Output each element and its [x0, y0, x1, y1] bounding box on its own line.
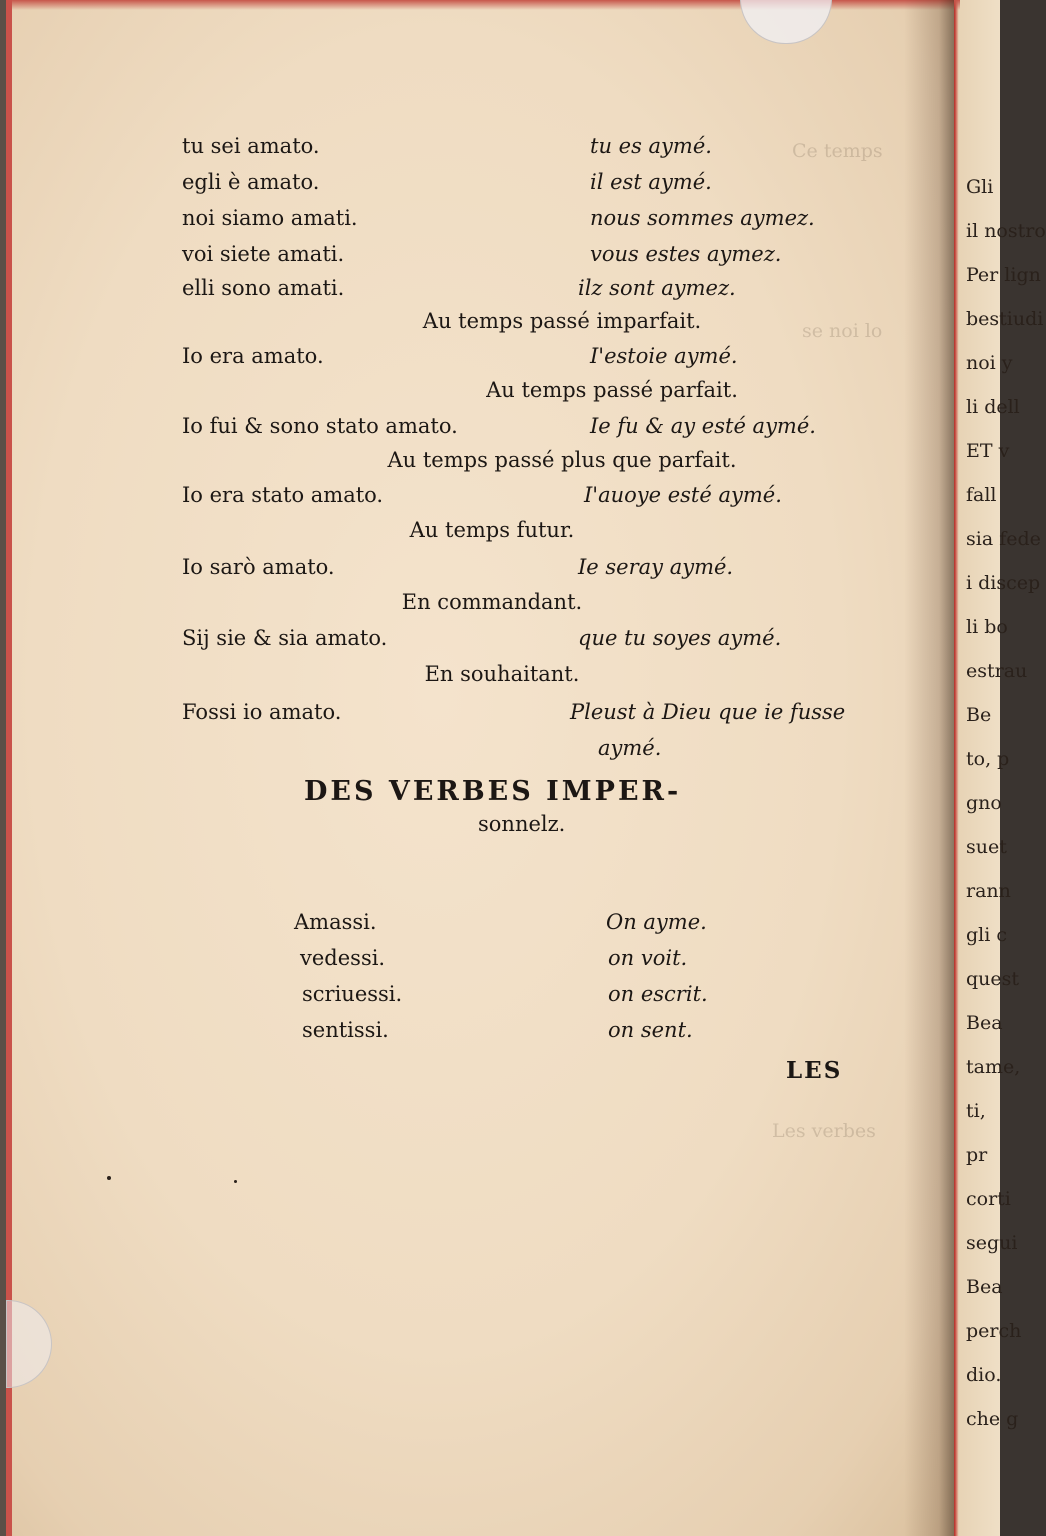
catchword: LES	[786, 1057, 843, 1084]
italian-form: noi siamo amati.	[182, 206, 358, 230]
gutter-shadow	[904, 0, 954, 1536]
facing-page-fragment: Be	[966, 704, 992, 726]
tense-heading: En souhaitant.	[424, 662, 580, 686]
french-form: nous sommes aymez.	[590, 206, 815, 230]
facing-page-fragment: estrau	[966, 660, 1028, 682]
tense-heading: Au temps futur.	[409, 518, 575, 542]
french-form: on voit.	[608, 946, 688, 970]
show-through-text: Les verbes	[772, 1120, 876, 1142]
facing-page-fragment: li bo	[966, 616, 1008, 638]
italian-form: voi siete amati.	[182, 242, 345, 266]
facing-page-fragment: Per lign	[966, 264, 1041, 286]
italian-form: Sij sie & sia amato.	[182, 626, 388, 650]
italian-form: Io sarò amato.	[182, 555, 335, 579]
french-form: il est aymé.	[590, 170, 712, 194]
tense-heading: En commandant.	[401, 590, 583, 614]
italian-form: Amassi.	[294, 910, 377, 934]
facing-page-fragment: corti	[966, 1188, 1011, 1210]
ink-speck	[107, 1176, 111, 1180]
facing-page-fragment: bestiudi	[966, 308, 1044, 330]
italian-form: Io fui & sono stato amato.	[182, 414, 458, 438]
facing-page-fragment: gli c	[966, 924, 1007, 946]
french-form: I'auoye esté aymé.	[584, 483, 782, 507]
facing-page-fragment: Bea	[966, 1276, 1003, 1298]
french-form: Ie fu & ay esté aymé.	[590, 414, 816, 438]
french-form: que tu soyes aymé.	[578, 626, 782, 650]
italian-form: Io era stato amato.	[182, 483, 384, 507]
facing-page-fragment: ti,	[966, 1100, 986, 1122]
facing-page-fragment: segui	[966, 1232, 1018, 1254]
french-form: on escrit.	[608, 982, 708, 1006]
italian-form: tu sei amato.	[182, 134, 320, 158]
italian-form: Io era amato.	[182, 344, 324, 368]
facing-page-fragment: rann	[966, 880, 1011, 902]
french-form: ilz sont aymez.	[578, 276, 736, 300]
facing-page-fragment: che g	[966, 1408, 1019, 1430]
french-form-continued: aymé.	[598, 736, 662, 760]
french-form: Ie seray aymé.	[578, 555, 734, 579]
facing-page-fragment: Bea	[966, 1012, 1003, 1034]
french-form: on sent.	[608, 1018, 693, 1042]
paper-tab-top	[740, 0, 832, 44]
facing-page-fragment: to, p	[966, 748, 1010, 770]
french-form: tu es aymé.	[590, 134, 712, 158]
ink-speck	[234, 1180, 237, 1183]
facing-page-fragment: li dell	[966, 396, 1020, 418]
section-title: DES VERBES IMPER-	[304, 776, 682, 807]
show-through-text: se noi lo	[802, 320, 883, 342]
facing-page-edge	[952, 0, 1046, 1536]
facing-page-fragment: i discep	[966, 572, 1041, 594]
facing-page-fragment: ET v	[966, 440, 1010, 462]
italian-form: Fossi io amato.	[182, 700, 342, 724]
facing-page-fragment: pr	[966, 1144, 988, 1166]
facing-page-fragment: sia fede	[966, 528, 1041, 550]
facing-page-fragment: dio.	[966, 1364, 1002, 1386]
french-form: I'estoie aymé.	[590, 344, 738, 368]
tense-heading: Au temps passé plus que parfait.	[387, 448, 737, 472]
tense-heading: Au temps passé imparfait.	[422, 309, 702, 333]
italian-form: elli sono amati.	[182, 276, 345, 300]
facing-page-fragment: quest	[966, 968, 1020, 990]
italian-form: scriuessi.	[302, 982, 403, 1006]
facing-page-fragment: tame,	[966, 1056, 1021, 1078]
facing-page-fragment: perch	[966, 1320, 1022, 1342]
show-through-text: Ce temps	[792, 140, 883, 162]
facing-page-fragment: fall	[966, 484, 997, 506]
facing-page-fragment: il nostro	[966, 220, 1046, 242]
facing-page-fragment: suet	[966, 836, 1007, 858]
italian-form: sentissi.	[302, 1018, 389, 1042]
book-page	[6, 0, 954, 1536]
french-form: Pleust à Dieu que ie fusse	[570, 700, 846, 724]
italian-form: egli è amato.	[182, 170, 320, 194]
facing-page-fragment: Gli	[966, 176, 994, 198]
section-title-continued: sonnelz.	[478, 812, 566, 836]
italian-form: vedessi.	[300, 946, 386, 970]
paper-tab-left	[6, 1300, 52, 1388]
facing-page-fragment: noi y	[966, 352, 1013, 374]
tense-heading: Au temps passé parfait.	[486, 378, 738, 402]
french-form: On ayme.	[606, 910, 707, 934]
facing-page-fragment: gno	[966, 792, 1002, 814]
french-form: vous estes aymez.	[590, 242, 782, 266]
